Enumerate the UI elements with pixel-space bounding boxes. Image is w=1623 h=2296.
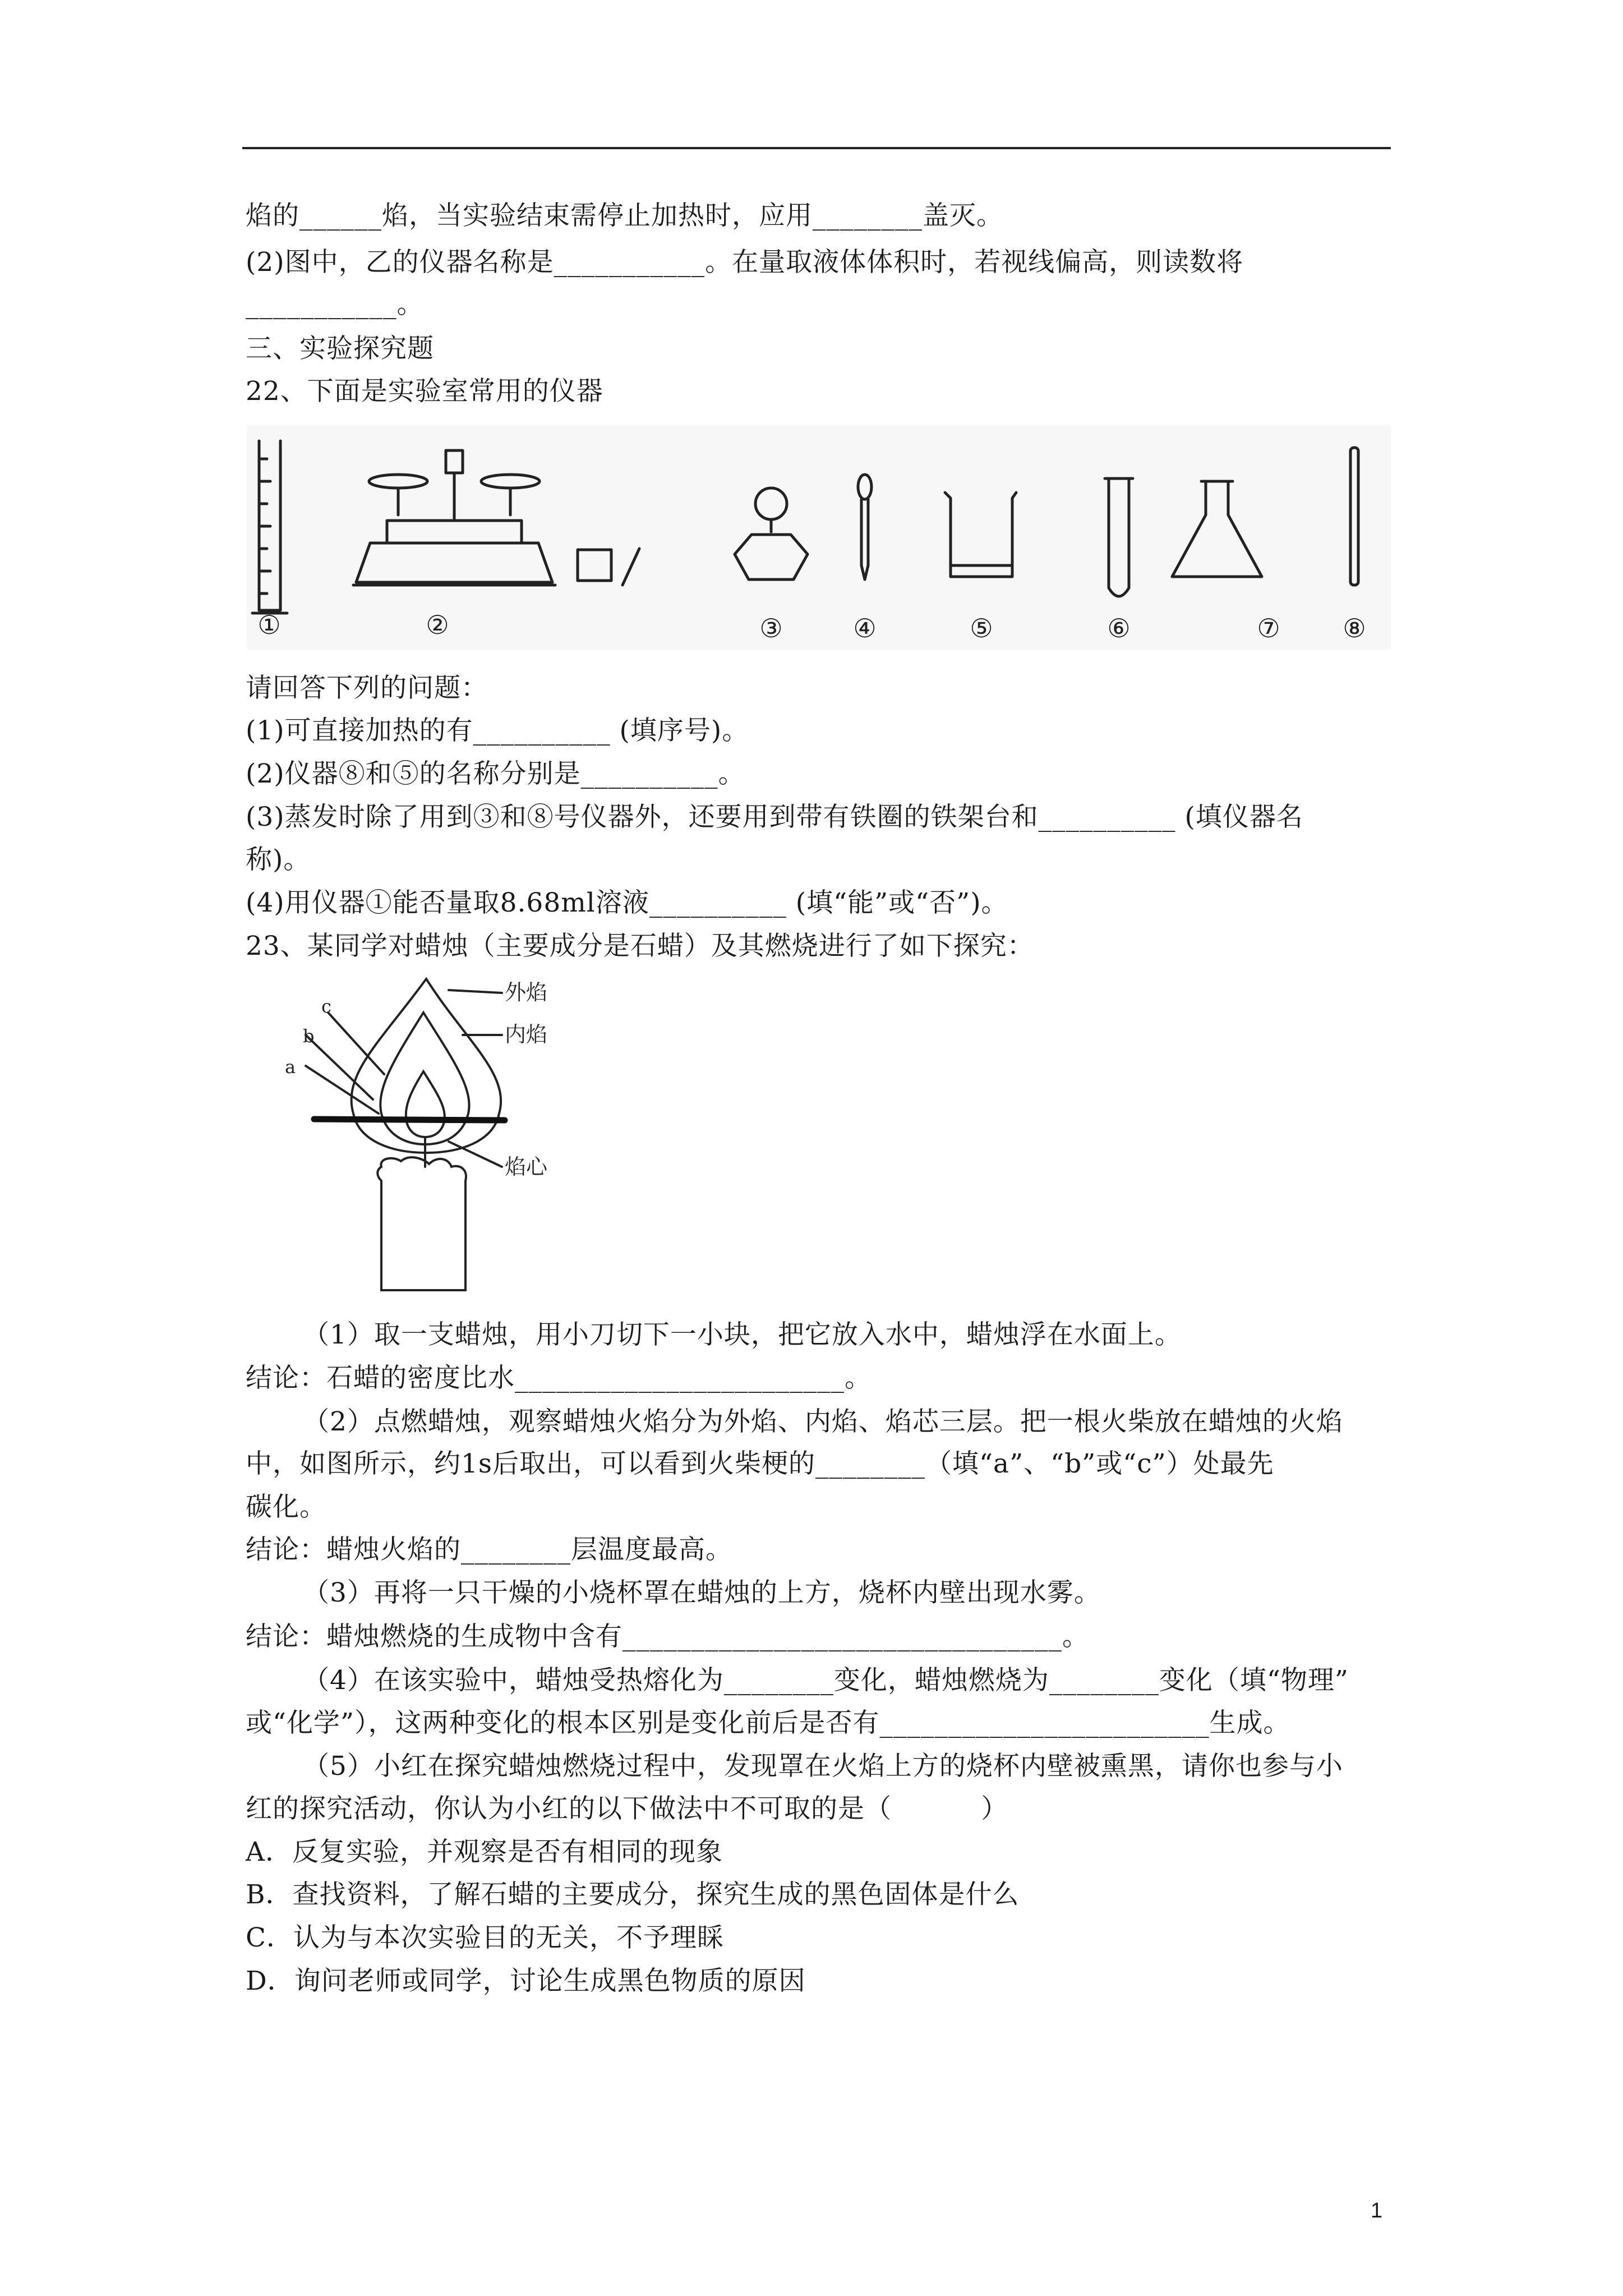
apparatus-figure — [247, 425, 1391, 650]
flame-label-core: 焰心 — [505, 1154, 548, 1179]
text-line: 碳化。 — [246, 1492, 326, 1522]
option-a: A．反复实验，并观察是否有相同的现象 — [246, 1837, 723, 1867]
text-line: 或“化学”），这两种变化的根本区别是变化前后是否有________________________生成。 — [246, 1708, 1290, 1738]
text-line: （5）小红在探究蜡烛燃烧过程中，发现罩在火焰上方的烧杯内壁被熏黑，请你也参与小 — [303, 1751, 1343, 1782]
flame-label-inner: 内焰 — [505, 1022, 548, 1047]
text-line: (1)可直接加热的有__________ (填序号)。 — [246, 715, 749, 746]
flame-label-b: b — [303, 1025, 315, 1047]
apparatus-label: ③ — [759, 613, 783, 643]
section-heading: 三、实验探究题 — [246, 333, 434, 364]
header-rule — [242, 147, 1391, 149]
text-line: （3）再将一只干燥的小烧杯罩在蜡烛的上方，烧杯内壁出现水雾。 — [303, 1577, 1101, 1608]
text-line: (3)蒸发时除了用到③和⑧号仪器外，还要用到带有铁圈的铁架台和__________ (填仪器名 — [246, 802, 1303, 832]
candle-flame-figure — [280, 973, 606, 1299]
question-22-title: 22、下面是实验室常用的仪器 — [246, 376, 603, 407]
page-number: 1 — [1371, 2199, 1383, 2223]
text-line: ___________。 — [246, 289, 424, 320]
text-line: （2）点燃蜡烛，观察蜡烛火焰分为外焰、内焰、焰芯三层。把一根火柴放在蜡烛的火焰 — [303, 1406, 1343, 1437]
option-c: C．认为与本次实验目的无关，不予理睬 — [246, 1922, 724, 1953]
flame-label-c: c — [321, 996, 331, 1017]
option-d: D．询问老师或同学，讨论生成黑色物质的原因 — [246, 1966, 806, 1996]
flame-label-a: a — [285, 1056, 296, 1078]
apparatus-label: ⑥ — [1107, 613, 1131, 643]
question-23-title: 23、某同学对蜡烛（主要成分是石蜡）及其燃烧进行了如下探究： — [246, 931, 1034, 961]
text-line: (2)仪器⑧和⑤的名称分别是__________。 — [246, 758, 745, 789]
option-b: B．查找资料，了解石蜡的主要成分，探究生成的黑色固体是什么 — [246, 1879, 1020, 1910]
text-line: (4)用仪器①能否量取8.68ml溶液__________ (填“能”或“否”)。 — [246, 887, 1008, 918]
text-line: 结论：蜡烛燃烧的生成物中含有________________________________。 — [246, 1621, 1089, 1652]
text-line: （1）取一支蜡烛，用小刀切下一小块，把它放入水中，蜡烛浮在水面上。 — [303, 1319, 1182, 1350]
text-line: 请回答下列的问题： — [246, 673, 488, 703]
apparatus-label: ④ — [853, 613, 877, 643]
text-line: 红的探究活动，你认为小红的以下做法中不可取的是（ ） — [246, 1793, 1008, 1824]
matchstick-drawing — [314, 1119, 505, 1120]
apparatus-label: ⑦ — [1257, 613, 1280, 643]
flame-label-outer: 外焰 — [505, 980, 548, 1005]
text-line: 焰的______焰，当实验结束需停止加热时，应用________盖灭。 — [246, 200, 1003, 231]
apparatus-label: ① — [257, 610, 281, 640]
apparatus-label: ⑧ — [1343, 613, 1366, 643]
text-line: 称)。 — [246, 844, 311, 875]
text-line: (2)图中，乙的仪器名称是___________。在量取液体体积时，若视线偏高，则读数将 — [246, 247, 1244, 278]
apparatus-label: ② — [426, 610, 449, 640]
text-line: 结论：蜡烛火焰的________层温度最高。 — [246, 1534, 732, 1565]
text-line: 结论：石蜡的密度比水________________________。 — [246, 1363, 872, 1393]
text-line: 中，如图所示，约1s后取出，可以看到火柴梗的________（填“a”、“b”或“c”）处最先 — [246, 1448, 1274, 1479]
text-line: （4）在该实验中，蜡烛受热熔化为________变化，蜡烛燃烧为________变化（填“物理” — [303, 1665, 1349, 1696]
apparatus-label: ⑤ — [970, 613, 993, 643]
